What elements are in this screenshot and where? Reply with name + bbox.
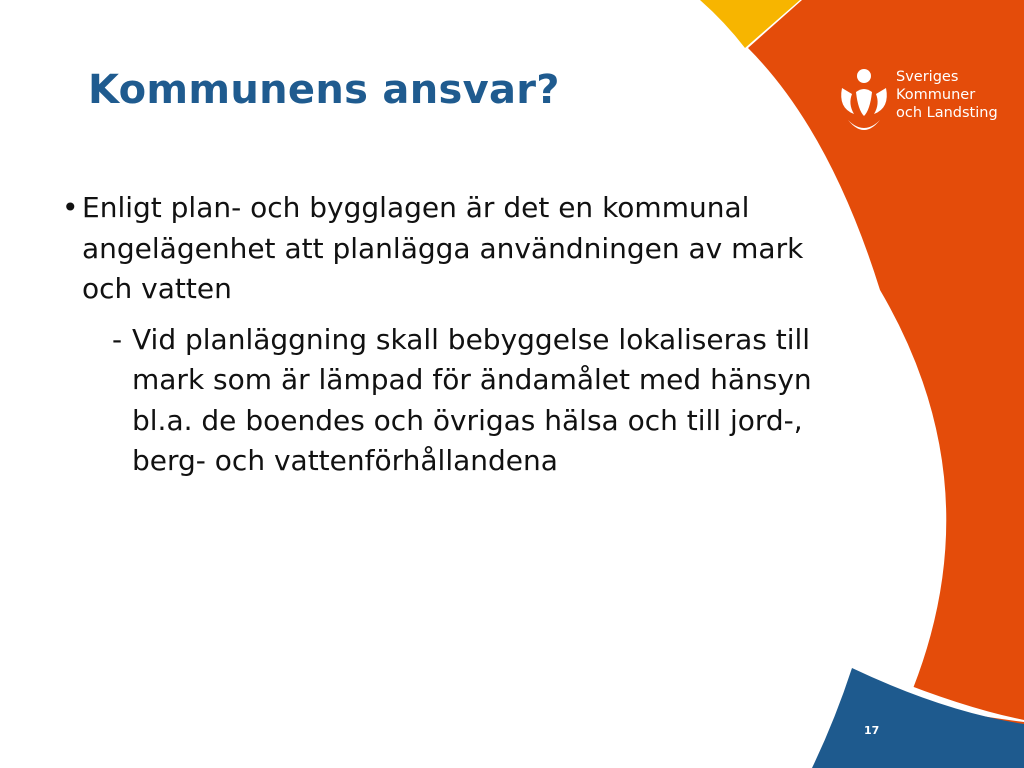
- logo-wordmark: [896, 68, 998, 122]
- page-number: 17: [864, 724, 880, 737]
- bullet-item: [62, 188, 842, 310]
- bullet-text: Enligt plan- och bygglagen är det en kommunal angelägenhet att planlägga användningen av mark och vatten: [82, 191, 804, 305]
- skl-figure-icon: [834, 64, 894, 136]
- sub-bullet-item: [62, 320, 842, 482]
- logo-line-3: och Landsting: [896, 105, 998, 121]
- sub-bullet-marker: -: [112, 322, 123, 356]
- slide-title: Kommunens ansvar?: [88, 67, 560, 113]
- logo-line-2: Kommuner: [896, 87, 976, 103]
- skl-logo: [834, 64, 1014, 136]
- slide-body: [62, 188, 842, 482]
- bullet-marker: •: [62, 191, 79, 224]
- logo-line-1: Sveriges: [896, 69, 959, 85]
- sub-bullet-text: Vid planläggning skall bebyggelse lokaliseras till mark som är lämpad för ändamålet med hänsyn bl.a. de boendes och övrigas hälsa och till jord-, berg- och vattenförhållandena: [132, 322, 812, 477]
